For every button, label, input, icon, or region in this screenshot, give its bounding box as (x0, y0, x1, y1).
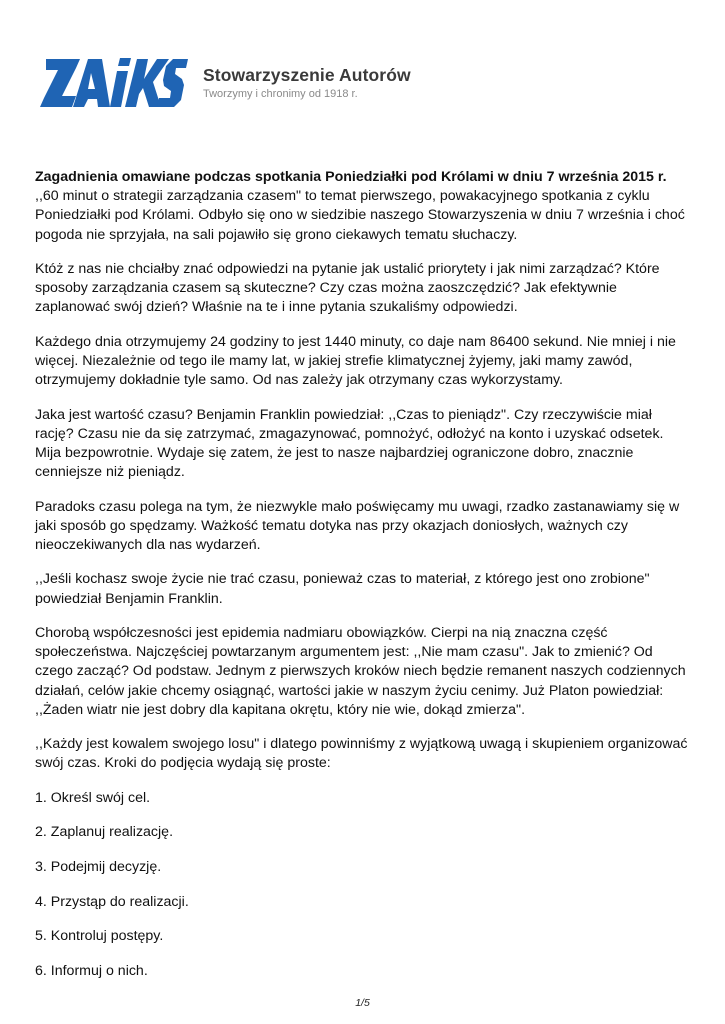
step-item: 3. Podejmij decyzję. (35, 858, 162, 875)
page-number: 1/5 (355, 997, 370, 1009)
paragraph: Któż z nas nie chciałby znać odpowiedzi na pytanie jak ustalić priorytety i jak nimi zarządzać? Które sposoby zarządzania czasem są skuteczne? Czy czas można zaoszczędzić? Jak efektywnie zaplanować swój dzień? Właśnie na te i inne pytania szukaliśmy odpowiedzi. (35, 261, 660, 316)
step-item: 6. Informuj o nich. (35, 962, 148, 979)
paragraph: ,,Każdy jest kowalem swojego losu" i dlatego powinniśmy z wyjątkową uwagą i skupieniem organizować swój czas. Kroki do podjęcia wydają się proste: (35, 736, 688, 772)
paragraph: Paradoks czasu polega na tym, że niezwykle mało poświęcamy mu uwagi, rzadko zastanawiamy się w jaki sposób go spędzamy. Ważkość tematu dotyka nas przy okazjach doniosłych, ważnych czy nieoczekiwanych dla nas wydarzeń. (35, 498, 680, 553)
intro-text: ,,60 minut o strategii zarządzania czasem" to temat pierwszego, powakacyjnego spotkania z cyklu Poniedziałki pod Królami. Odbyło się ono w siedzibie naszego Stowarzyszenia w dniu 7 września i choć pogoda nie sprzyjała, na sali pojawiło się grono ciekawych tematu słuchaczy. (35, 188, 685, 243)
step-item: 4. Przystąp do realizacji. (35, 893, 189, 910)
organization-tagline: Tworzymy i chronimy od 1918 r. (203, 88, 358, 100)
zaiks-logo (40, 55, 188, 111)
page-header (40, 55, 440, 115)
article-body (35, 168, 690, 996)
step-item: 2. Zaplanuj realizację. (35, 824, 174, 841)
organization-block (203, 65, 411, 100)
paragraph: ,,Jeśli kochasz swoje życie nie trać czasu, ponieważ czas to materiał, z którego jest ono zrobione" powiedział Benjamin Franklin. (35, 571, 650, 607)
intro-paragraph (35, 168, 690, 245)
organization-name: Stowarzyszenie Autorów (203, 65, 411, 85)
step-item: 1. Określ swój cel. (35, 789, 151, 806)
paragraph: Jaka jest wartość czasu? Benjamin Franklin powiedział: ,,Czas to pieniądz". Czy rzeczywiście miał rację? Czasu nie da się zatrzymać, zmagazynować, pomnożyć, odłożyć na konto i uzyskać odsetek. Mija bezpowrotnie. Wydaje się zatem, że jest to nasze najbardziej ograniczone dobro, znacznie cenniejsze niż pieniądz. (35, 406, 664, 481)
paragraph: Chorobą współczesności jest epidemia nadmiaru obowiązków. Cierpi na nią znaczna część społeczeństwa. Najczęściej powtarzanym argumentem jest: ,,Nie mam czasu". Jak to zmienić? Od czego zacząć? Od podstaw. Jednym z pierwszych kroków niech będzie remanent naszych codziennych działań, celów jakie chcemy osiągnąć, wartości jakie w naszym życiu cenimy. Już Platon powiedział: ,,Żaden wiatr nie jest dobry dla kapitana okrętu, który nie wie, dokąd zmierza". (35, 624, 686, 718)
intro-heading: Zagadnienia omawiane podczas spotkania Poniedziałki pod Królami w dniu 7 września 2015 r. (35, 169, 667, 185)
zaiks-logo-mark (40, 58, 188, 107)
paragraph: Każdego dnia otrzymujemy 24 godziny to jest 1440 minuty, co daje nam 86400 sekund. Nie mniej i nie więcej. Niezależnie od tego ile mamy lat, w jakiej strefie klimatycznej żyjemy, jaki mamy zawód, otrzymujemy dokładnie tyle samo. Od nas zależy jak otrzymany czas wykorzystamy. (35, 333, 676, 389)
step-item: 5. Kontroluj postępy. (35, 928, 164, 945)
